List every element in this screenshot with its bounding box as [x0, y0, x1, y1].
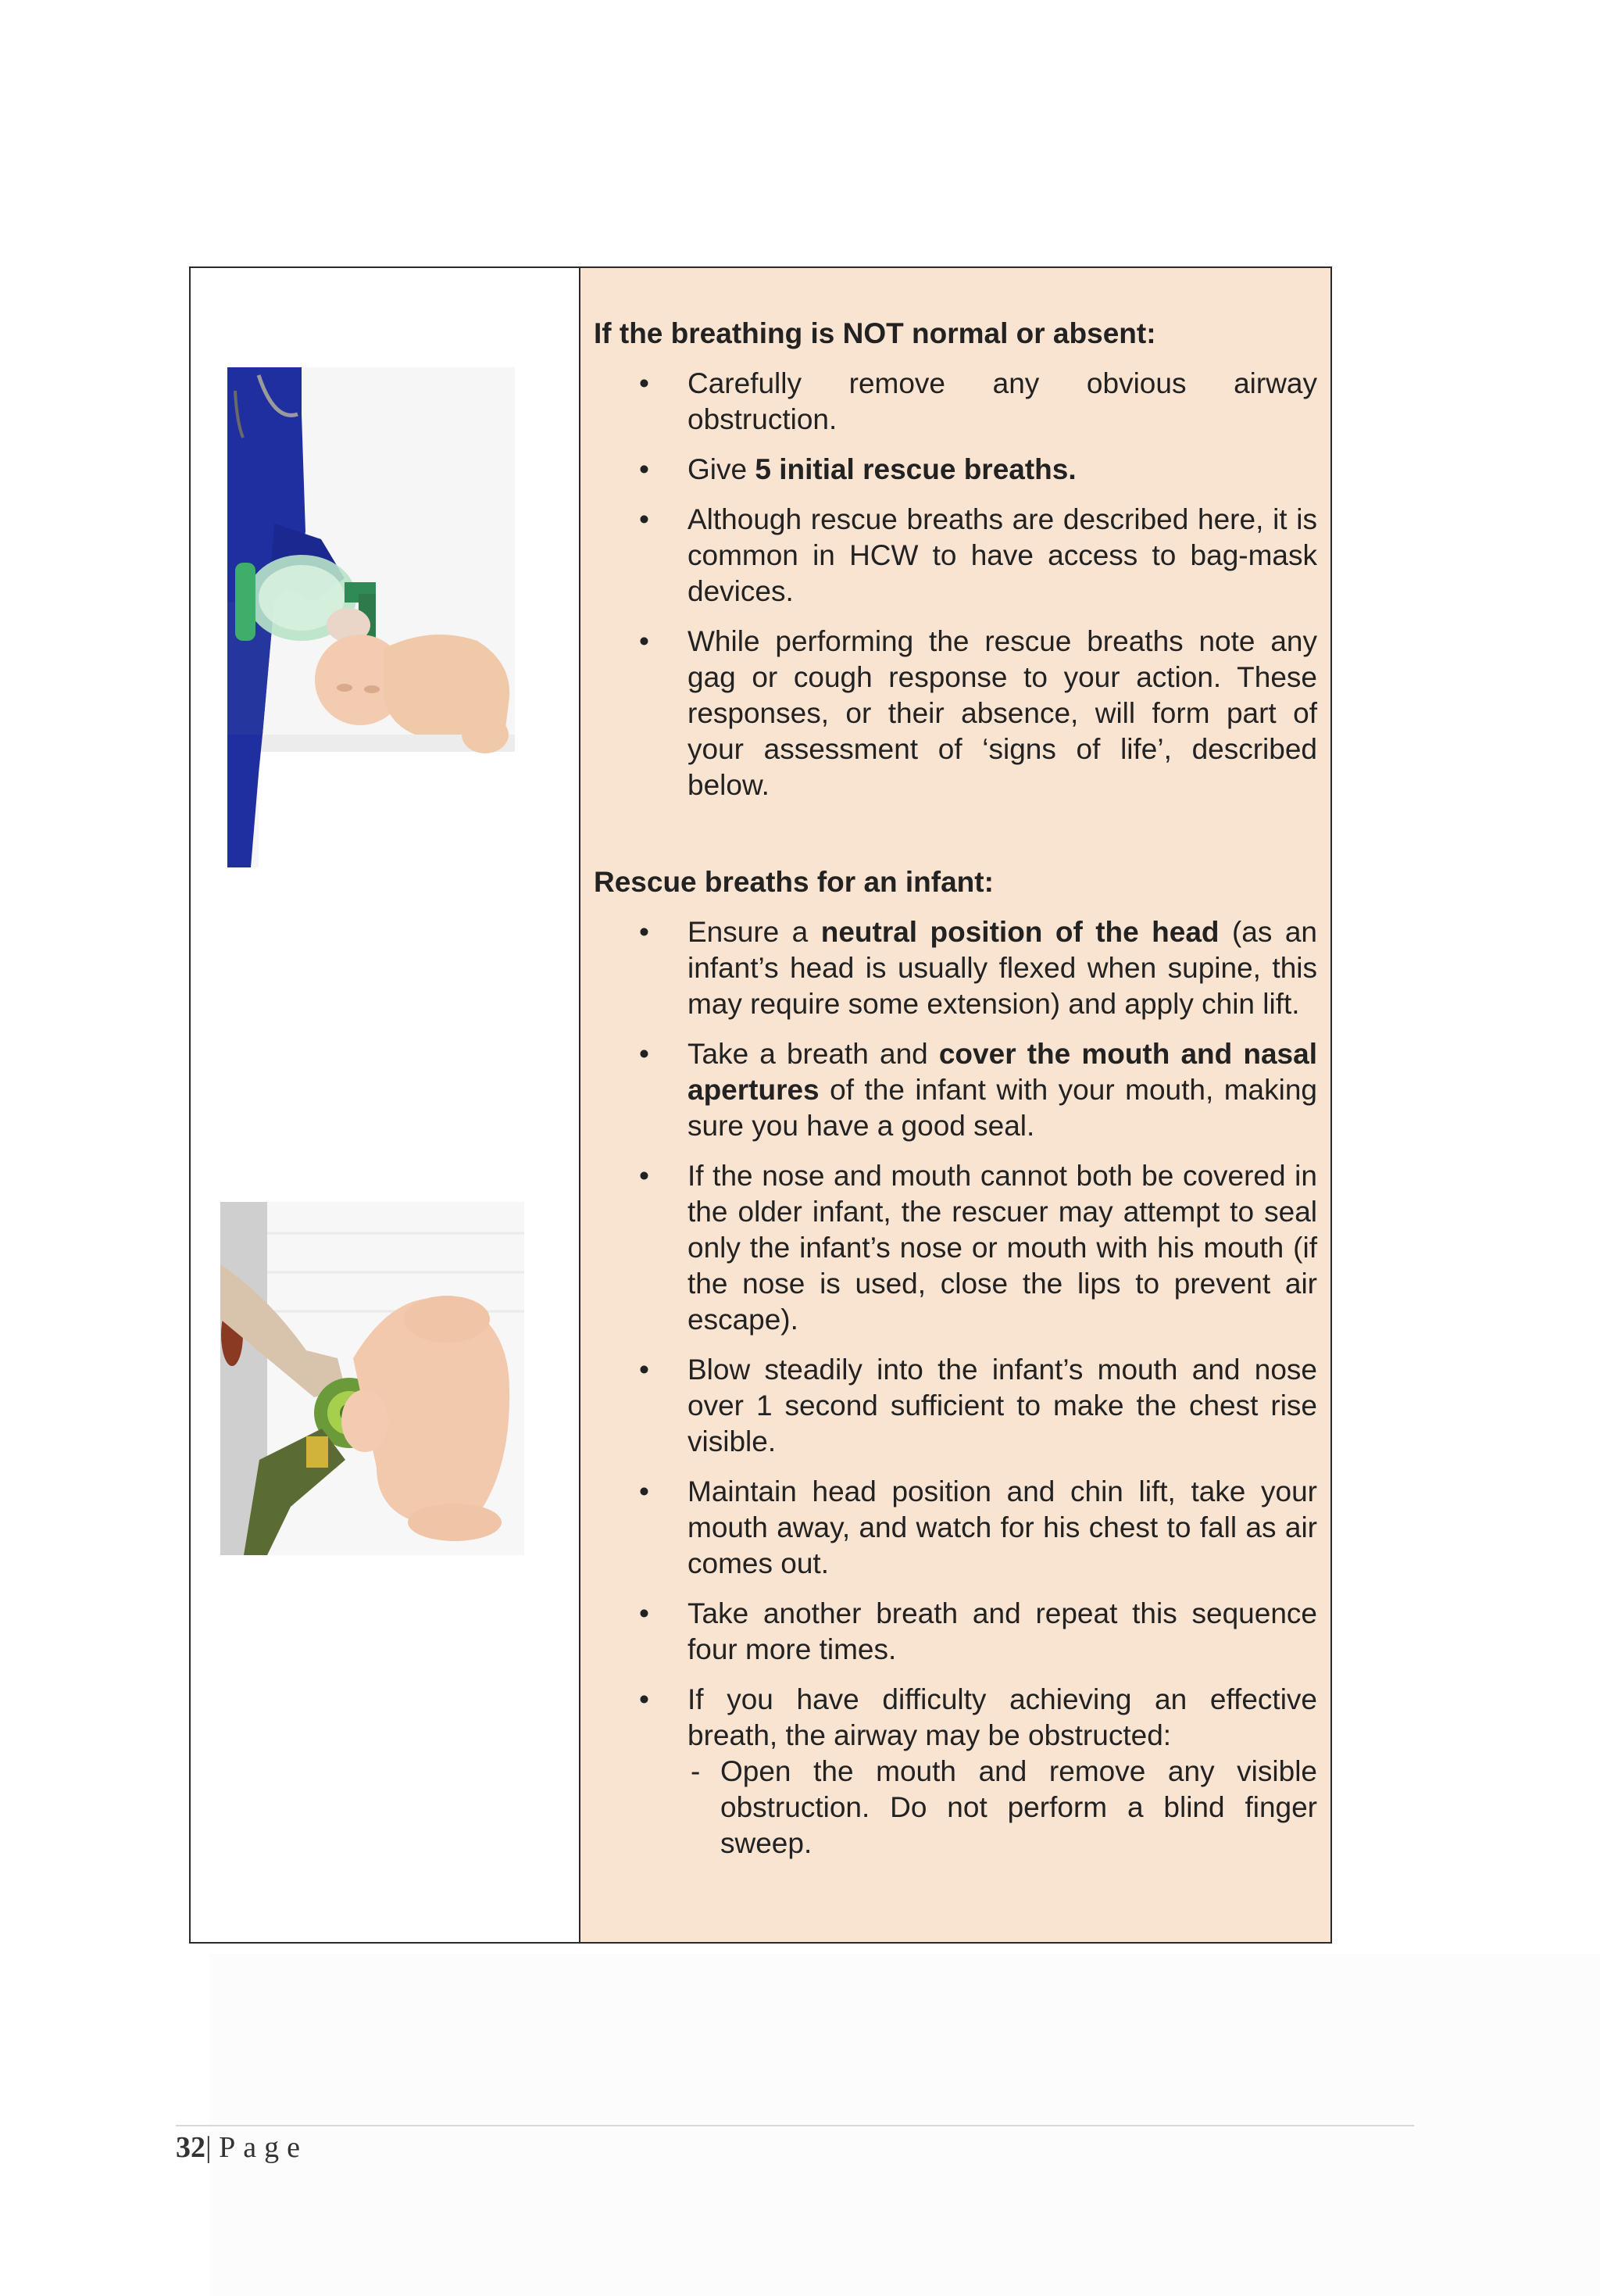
- list-item: • Maintain head position and chin lift, take your mouth away, and watch for his chest to fall as air comes out.: [594, 1474, 1317, 1582]
- list-item-text: Give: [688, 453, 755, 485]
- image-column: [191, 268, 580, 1942]
- sub-list: [688, 1754, 1317, 1861]
- list-item: • If the nose and mouth cannot both be covered in the older infant, the rescuer may attempt to seal only the infant’s nose or mouth with his mouth (if the nose is used, close the lips to prevent air escape).: [594, 1158, 1317, 1338]
- list-item: [594, 452, 1317, 488]
- list-item-emphasis: neutral position of the head: [820, 916, 1220, 948]
- content-table: [189, 266, 1332, 1944]
- page-number: 32: [176, 2131, 205, 2164]
- list-item-emphasis: 5 initial rescue breaths.: [755, 453, 1077, 485]
- footer-separator: |: [205, 2131, 212, 2164]
- bag-mask-ventilation-photo: [227, 367, 515, 867]
- section-heading-breathing: If the breathing is NOT normal or absent:: [594, 317, 1156, 349]
- sub-list-item: - Open the mouth and remove any visible obstruction. Do not perform a blind finger sweep.: [688, 1754, 1317, 1861]
- list-item: [594, 914, 1317, 1022]
- list-item-text: Ensure a: [688, 916, 821, 948]
- list-item: • While performing the rescue breaths note any gag or cough response to your action. These responses, or their absence, will form part of your assessment of ‘signs of life’, described below.: [594, 624, 1317, 803]
- list-item-text: If you have difficulty achieving an effective breath, the airway may be obstructed:: [688, 1683, 1317, 1751]
- breathing-bullet-list: [594, 366, 1317, 803]
- list-item-emphasis: cover the mouth and nasal apertures: [688, 1038, 1317, 1106]
- list-item: • Carefully remove any obvious airway obstruction.: [594, 366, 1317, 438]
- list-item: • Although rescue breaths are described here, it is common in HCW to have access to bag-mask devices.: [594, 502, 1317, 610]
- page-footer: [176, 2130, 308, 2165]
- list-item-text: of the infant with your mouth, making sure you have a good seal.: [688, 1074, 1317, 1142]
- list-item: [594, 1682, 1317, 1861]
- page-label: Page: [219, 2131, 308, 2164]
- section-spacer: [594, 817, 1317, 864]
- instructions-panel: [580, 268, 1330, 1942]
- rescue-breaths-bullet-list: [594, 914, 1317, 1861]
- list-item: [594, 1036, 1317, 1144]
- list-item: • Blow steadily into the infant’s mouth and nose over 1 second sufficient to make the chest rise visible.: [594, 1352, 1317, 1460]
- list-item-text: Take a breath and: [688, 1038, 939, 1070]
- footer-divider: [176, 2125, 1414, 2126]
- list-item-text: (as an infant’s head is usually flexed when supine, this may require some extension) and apply chin lift.: [688, 916, 1317, 1020]
- infant-bag-mask-photo: [220, 1202, 524, 1555]
- list-item: • Take another breath and repeat this sequence four more times.: [594, 1596, 1317, 1668]
- section-heading-rescue-breaths: Rescue breaths for an infant:: [594, 866, 994, 898]
